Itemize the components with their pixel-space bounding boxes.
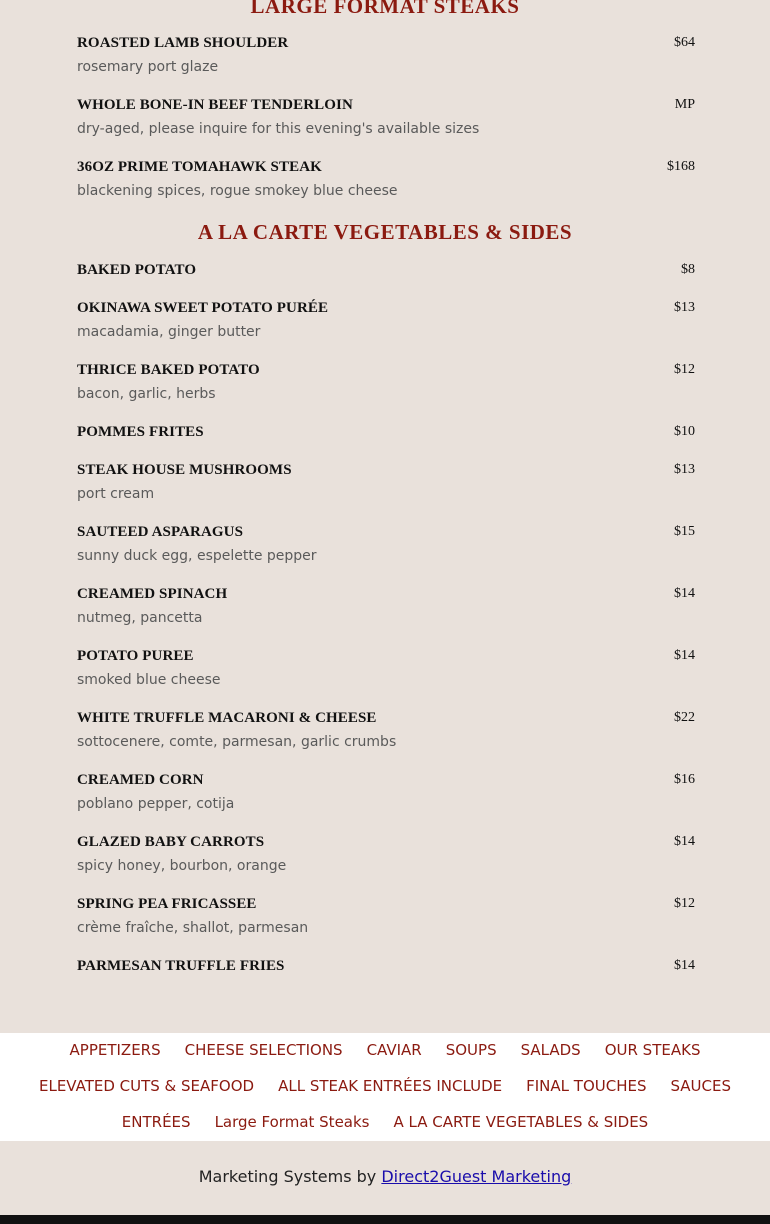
menu-item: [77, 958, 695, 978]
nav-link-soups[interactable]: SOUPS: [445, 1041, 497, 1059]
item-name: WHOLE BONE-IN BEEF TENDERLOIN: [77, 97, 353, 113]
menu-item: [77, 97, 695, 137]
menu-item: [77, 262, 695, 282]
item-name: PARMESAN TRUFFLE FRIES: [77, 958, 285, 974]
footer-link-direct2guest[interactable]: Direct2Guest Marketing: [381, 1167, 572, 1186]
item-price: $14: [674, 958, 695, 973]
nav-link-a-la-carte-sides[interactable]: A LA CARTE VEGETABLES & SIDES: [393, 1113, 649, 1131]
item-price: $14: [674, 648, 695, 663]
item-name: BAKED POTATO: [77, 262, 197, 278]
item-name: WHITE TRUFFLE MACARONI & CHEESE: [77, 710, 377, 726]
item-price: $8: [681, 262, 695, 277]
item-price: $15: [674, 524, 695, 539]
category-nav: [0, 1033, 770, 1141]
item-name: OKINAWA SWEET POTATO PURÉE: [77, 300, 329, 316]
menu-item: [77, 896, 695, 936]
item-description: sottocenere, comte, parmesan, garlic crumbs: [77, 734, 397, 750]
item-description: bacon, garlic, herbs: [77, 386, 216, 402]
section-title-sides: A LA CARTE VEGETABLES & SIDES: [197, 220, 573, 244]
menu-item: [77, 462, 695, 502]
item-description: sunny duck egg, espelette pepper: [77, 548, 317, 564]
section-title-large-format: LARGE FORMAT STEAKS: [250, 0, 520, 18]
item-price: $13: [674, 300, 695, 315]
item-price: $12: [674, 896, 695, 911]
nav-row: [0, 1077, 770, 1095]
nav-row: [0, 1041, 770, 1059]
item-name: 36OZ PRIME TOMAHAWK STEAK: [77, 159, 322, 175]
item-name: ROASTED LAMB SHOULDER: [77, 35, 289, 51]
item-price: $10: [674, 424, 695, 439]
item-price: $12: [674, 362, 695, 377]
menu-item: [77, 648, 695, 688]
item-name: CREAMED CORN: [77, 772, 204, 788]
bottom-bar: [0, 1215, 770, 1224]
menu-item: [77, 35, 695, 75]
item-description: blackening spices, rogue smokey blue cheese: [77, 183, 398, 199]
item-price: $64: [674, 35, 695, 50]
item-description: dry-aged, please inquire for this evening's available sizes: [77, 121, 480, 137]
item-name: CREAMED SPINACH: [77, 586, 228, 602]
footer-prefix: Marketing Systems by: [198, 1167, 382, 1186]
menu-item: [77, 710, 695, 750]
item-description: port cream: [77, 486, 155, 502]
nav-link-large-format-steaks[interactable]: Large Format Steaks: [214, 1113, 370, 1131]
item-price: $13: [674, 462, 695, 477]
nav-link-entrees[interactable]: ENTRÉES: [121, 1113, 191, 1131]
nav-link-salads[interactable]: SALADS: [520, 1041, 581, 1059]
nav-link-caviar[interactable]: CAVIAR: [366, 1041, 422, 1059]
item-price: $14: [674, 834, 695, 849]
menu-item: [77, 586, 695, 626]
nav-link-all-steak-entrees-include[interactable]: ALL STEAK ENTRÉES INCLUDE: [278, 1077, 503, 1095]
item-price: $14: [674, 586, 695, 601]
item-name: GLAZED BABY CARROTS: [77, 834, 265, 850]
menu-item: [77, 159, 695, 199]
item-price: MP: [674, 97, 695, 112]
item-description: nutmeg, pancetta: [77, 610, 203, 626]
menu-item: [77, 424, 695, 444]
footer-credit: [0, 1167, 770, 1186]
item-name: STEAK HOUSE MUSHROOMS: [77, 462, 292, 478]
item-description: crème fraîche, shallot, parmesan: [77, 920, 309, 936]
nav-link-sauces[interactable]: SAUCES: [670, 1077, 731, 1095]
item-description: macadamia, ginger butter: [77, 324, 261, 340]
nav-link-final-touches[interactable]: FINAL TOUCHES: [526, 1077, 647, 1095]
menu-item: [77, 300, 695, 340]
item-price: $16: [674, 772, 695, 787]
nav-link-our-steaks[interactable]: OUR STEAKS: [604, 1041, 701, 1059]
item-price: $168: [667, 159, 695, 174]
item-description: rosemary port glaze: [77, 59, 219, 75]
nav-row: [0, 1113, 770, 1131]
item-name: THRICE BAKED POTATO: [77, 362, 260, 378]
menu-item: [77, 772, 695, 812]
nav-link-elevated-cuts-seafood[interactable]: ELEVATED CUTS & SEAFOOD: [38, 1077, 255, 1095]
item-description: smoked blue cheese: [77, 672, 221, 688]
item-description: spicy honey, bourbon, orange: [77, 858, 287, 874]
item-name: POMMES FRITES: [77, 424, 204, 440]
item-description: poblano pepper, cotija: [77, 796, 235, 812]
item-name: SAUTEED ASPARAGUS: [77, 524, 244, 540]
item-name: SPRING PEA FRICASSEE: [77, 896, 257, 912]
menu-item: [77, 834, 695, 874]
nav-link-cheese-selections[interactable]: CHEESE SELECTIONS: [184, 1041, 343, 1059]
nav-link-appetizers[interactable]: APPETIZERS: [69, 1041, 161, 1059]
item-price: $22: [674, 710, 695, 725]
menu-item: [77, 362, 695, 402]
menu-item: [77, 524, 695, 564]
item-name: POTATO PUREE: [77, 648, 194, 664]
